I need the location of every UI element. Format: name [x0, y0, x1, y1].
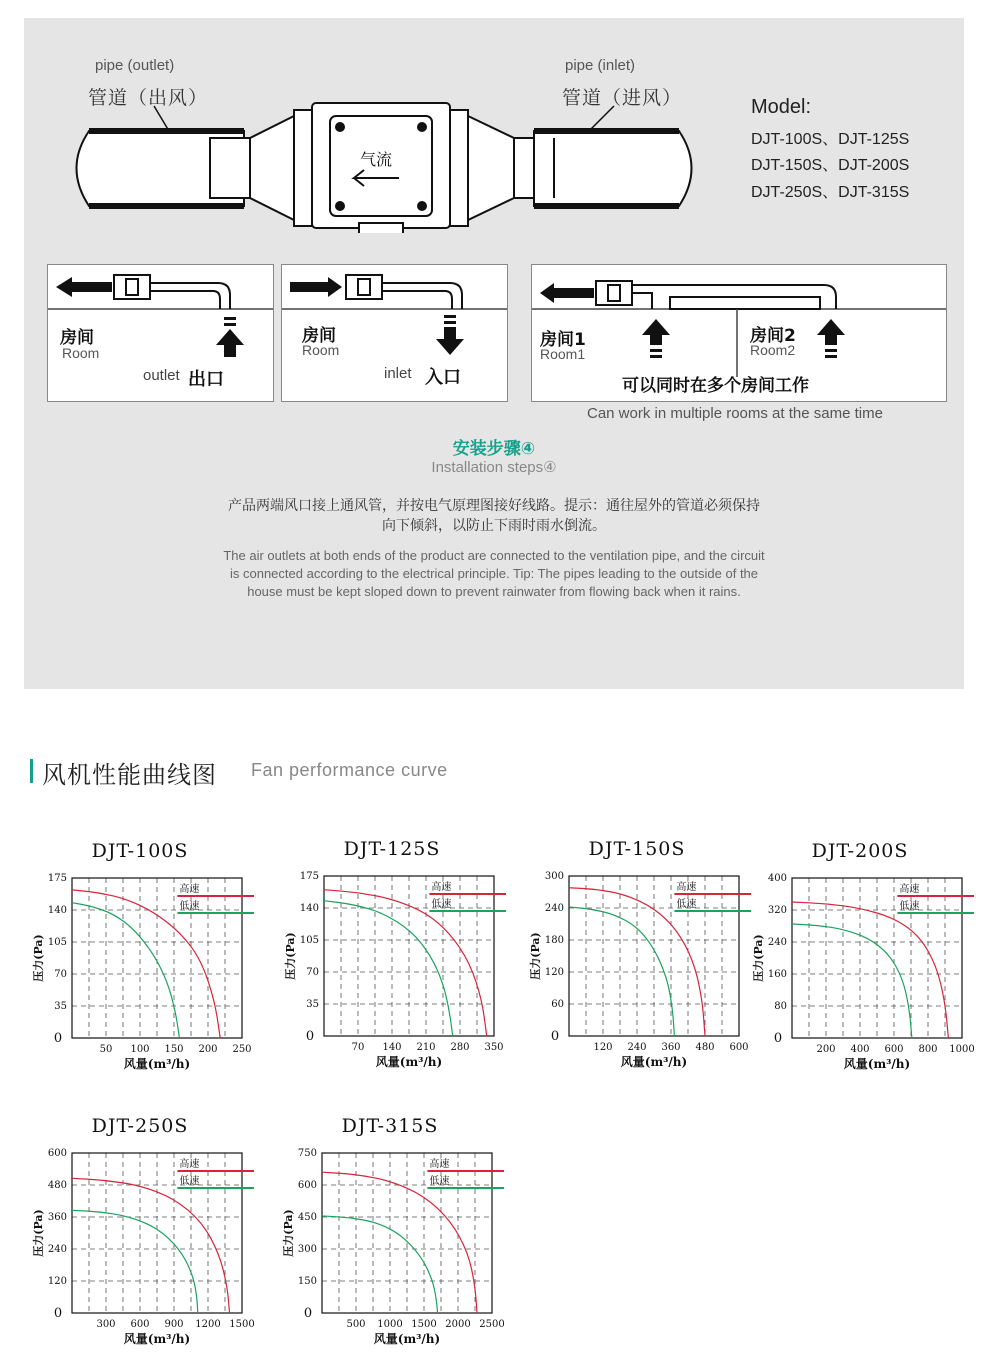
x-tick-label: 600 — [884, 1044, 904, 1055]
y-tick-label: 480 — [47, 1180, 67, 1191]
chart-grid — [72, 1153, 242, 1313]
duct-fan-drawing — [64, 98, 714, 233]
inlet-pipe-label-en: pipe (inlet) — [565, 57, 636, 74]
y-tick-label: 240 — [47, 1244, 67, 1255]
series-line-low — [72, 903, 179, 1038]
x-axis-label: 风量(m³/h) — [373, 1332, 441, 1346]
x-tick-label: 1000 — [377, 1319, 403, 1330]
inlet-room-diagram — [281, 264, 508, 402]
chart-title: DJT-125S — [343, 838, 441, 860]
chart-djt-100s — [30, 840, 250, 1080]
y-tick-label: 70 — [306, 967, 319, 978]
model-label: Model: — [751, 96, 812, 118]
room-label-cn: 房间 — [60, 328, 94, 348]
chart-svg — [30, 1115, 255, 1355]
x-tick-label: 600 — [729, 1042, 749, 1053]
x-tick-label: 100 — [130, 1044, 150, 1055]
legend-label-low: 低速 — [179, 1176, 200, 1187]
y-tick-label: 60 — [551, 999, 564, 1010]
chart-grid — [792, 878, 962, 1038]
outlet-pipe-label-en: pipe (outlet) — [95, 57, 175, 74]
x-tick-label: 0 — [305, 1029, 315, 1044]
legend-label-low: 低速 — [899, 901, 920, 912]
x-axis-label: 风量(m³/h) — [620, 1055, 688, 1069]
room1-label-en: Room1 — [540, 346, 586, 362]
x-tick-label: 210 — [416, 1042, 436, 1053]
x-tick-label: 150 — [164, 1044, 184, 1055]
y-tick-label: 70 — [54, 969, 67, 980]
y-tick-label: 320 — [767, 905, 787, 916]
chart-djt-200s — [750, 840, 975, 1080]
multi-room-diagram — [531, 264, 947, 402]
legend-label-high: 高速 — [899, 884, 920, 895]
x-tick-label: 50 — [99, 1044, 113, 1055]
x-tick-label: 1200 — [195, 1319, 221, 1330]
room2-label-en: Room2 — [750, 342, 796, 358]
y-tick-label: 600 — [47, 1148, 67, 1159]
model-line-1: DJT-100S、DJT-125S — [751, 131, 910, 148]
legend-label-low: 低速 — [431, 899, 452, 910]
x-tick-label: 600 — [130, 1319, 150, 1330]
legend-label-high: 高速 — [676, 882, 697, 893]
x-tick-label: 360 — [661, 1042, 681, 1053]
x-tick-label: 120 — [593, 1042, 613, 1053]
x-tick-label: 500 — [346, 1319, 366, 1330]
y-tick-label: 35 — [54, 1001, 67, 1012]
y-tick-label: 160 — [767, 969, 787, 980]
room-label-cn-2: 房间 — [302, 326, 336, 346]
section-accent-bar — [30, 759, 33, 783]
room-label-en: Room — [62, 345, 100, 361]
room1-label-cn: 房间1 — [540, 330, 586, 350]
y-tick-label: 300 — [297, 1244, 317, 1255]
chart-djt-150s — [527, 838, 747, 1078]
x-axis-label: 风量(m³/h) — [843, 1057, 911, 1071]
desc-en-line-3: house must be kept sloped down to prevent rainwater from flowing back when it rains. — [247, 584, 741, 599]
x-tick-label: 0 — [550, 1029, 560, 1044]
chart-djt-125s — [282, 838, 502, 1078]
series-line-low — [569, 907, 674, 1036]
y-axis-label: 压力(Pa) — [32, 1209, 45, 1257]
x-axis-label: 风量(m³/h) — [375, 1055, 443, 1069]
legend-label-low: 低速 — [429, 1176, 450, 1187]
y-axis-label: 压力(Pa) — [32, 934, 45, 982]
chart-grid — [322, 1153, 492, 1313]
y-tick-label: 450 — [297, 1212, 317, 1223]
airflow-label: 气流 — [360, 150, 393, 169]
y-tick-label: 80 — [774, 1001, 787, 1012]
series-line-high — [322, 1172, 477, 1313]
series-line-high — [72, 1178, 230, 1313]
x-tick-label: 0 — [773, 1031, 783, 1046]
outlet-text-cn: 出口 — [188, 369, 224, 390]
step-title-cn: 安装步骤④ — [452, 439, 536, 459]
x-tick-label: 400 — [850, 1044, 870, 1055]
x-tick-label: 240 — [627, 1042, 647, 1053]
legend-label-low: 低速 — [179, 901, 200, 912]
outlet-text-en: outlet — [143, 367, 180, 384]
x-axis-label: 风量(m³/h) — [123, 1057, 191, 1071]
x-tick-label: 200 — [816, 1044, 836, 1055]
y-tick-label: 140 — [299, 903, 319, 914]
step-title-en: Installation steps④ — [431, 459, 557, 476]
room-label-en-2: Room — [302, 342, 340, 358]
chart-title: DJT-100S — [91, 840, 189, 862]
outlet-pipe-label-cn: 管道（出风） — [88, 87, 209, 109]
x-tick-label: 800 — [918, 1044, 938, 1055]
chart-svg — [280, 1115, 505, 1355]
x-tick-label: 2500 — [479, 1319, 505, 1330]
chart-title: DJT-150S — [588, 838, 686, 860]
legend-label-high: 高速 — [429, 1159, 450, 1170]
multi-room-text-cn: 可以同时在多个房间工作 — [622, 376, 809, 396]
x-tick-label: 250 — [232, 1044, 252, 1055]
model-line-3: DJT-250S、DJT-315S — [751, 184, 910, 201]
x-tick-label: 1000 — [949, 1044, 975, 1055]
outlet-room-diagram — [47, 264, 274, 402]
x-tick-label: 200 — [198, 1044, 218, 1055]
chart-svg — [282, 838, 502, 1078]
y-tick-label: 240 — [544, 903, 564, 914]
y-tick-label: 175 — [47, 873, 67, 884]
y-tick-label: 120 — [47, 1276, 67, 1287]
inlet-pipe-label-cn: 管道（进风） — [562, 87, 683, 109]
x-tick-label: 140 — [382, 1042, 402, 1053]
y-tick-label: 35 — [306, 999, 319, 1010]
desc-cn-line-1: 产品两端风口接上通风管，并按电气原理图接好线路。提示：通往屋外的管道必须保持 — [228, 498, 760, 514]
chart-svg — [750, 840, 975, 1080]
chart-title: DJT-315S — [341, 1115, 439, 1137]
x-tick-label: 280 — [450, 1042, 470, 1053]
chart-svg — [527, 838, 747, 1078]
y-tick-label: 150 — [297, 1276, 317, 1287]
chart-grid — [324, 876, 494, 1036]
y-axis-label: 压力(Pa) — [529, 932, 542, 980]
inlet-text-en: inlet — [384, 365, 412, 382]
chart-djt-315s — [280, 1115, 505, 1355]
x-tick-label: 350 — [484, 1042, 504, 1053]
desc-cn-line-2: 向下倾斜，以防止下雨时雨水倒流。 — [382, 518, 606, 534]
room2-label-cn: 房间2 — [750, 326, 796, 346]
y-tick-label: 120 — [544, 967, 564, 978]
y-tick-label: 105 — [47, 937, 67, 948]
chart-title: DJT-250S — [91, 1115, 189, 1137]
chart-svg — [30, 840, 250, 1080]
chart-grid — [569, 876, 739, 1036]
y-tick-label: 400 — [767, 873, 787, 884]
y-tick-label: 360 — [47, 1212, 67, 1223]
installation-panel — [24, 18, 964, 689]
legend-label-high: 高速 — [179, 1159, 200, 1170]
x-tick-label: 900 — [164, 1319, 184, 1330]
y-tick-label: 180 — [544, 935, 564, 946]
desc-en-line-2: is connected according to the electrical principle. Tip: The pipes leading to the outside of the — [229, 566, 759, 581]
y-tick-label: 140 — [47, 905, 67, 916]
y-axis-label: 压力(Pa) — [752, 934, 765, 982]
desc-en-line-1: The air outlets at both ends of the product are connected to the ventilation pipe, and the circuit — [223, 548, 765, 563]
series-line-low — [72, 1210, 198, 1313]
y-tick-label: 600 — [297, 1180, 317, 1191]
y-axis-label: 压力(Pa) — [284, 932, 297, 980]
y-tick-label: 240 — [767, 937, 787, 948]
chart-djt-250s — [30, 1115, 255, 1355]
x-tick-label: 0 — [53, 1306, 63, 1321]
y-tick-label: 105 — [299, 935, 319, 946]
chart-title: DJT-200S — [811, 840, 909, 862]
inlet-text-cn: 入口 — [425, 367, 461, 388]
y-tick-label: 175 — [299, 871, 319, 882]
series-line-low — [324, 901, 453, 1036]
x-tick-label: 1500 — [229, 1319, 255, 1330]
model-line-2: DJT-150S、DJT-200S — [751, 157, 910, 174]
section-title-cn: 风机性能曲线图 — [42, 761, 217, 789]
x-tick-label: 0 — [53, 1031, 63, 1046]
legend-label-high: 高速 — [431, 882, 452, 893]
y-tick-label: 300 — [544, 871, 564, 882]
section-title-en: Fan performance curve — [251, 760, 448, 780]
legend-label-low: 低速 — [676, 899, 697, 910]
x-tick-label: 0 — [303, 1306, 313, 1321]
legend-label-high: 高速 — [179, 884, 200, 895]
y-axis-label: 压力(Pa) — [282, 1209, 295, 1257]
series-line-high — [792, 902, 948, 1038]
x-tick-label: 1500 — [411, 1319, 437, 1330]
x-tick-label: 300 — [96, 1319, 116, 1330]
multi-room-text-en: Can work in multiple rooms at the same time — [587, 405, 883, 422]
x-axis-label: 风量(m³/h) — [123, 1332, 191, 1346]
x-tick-label: 70 — [351, 1042, 365, 1053]
y-tick-label: 750 — [297, 1148, 317, 1159]
x-tick-label: 480 — [695, 1042, 715, 1053]
x-tick-label: 2000 — [445, 1319, 471, 1330]
